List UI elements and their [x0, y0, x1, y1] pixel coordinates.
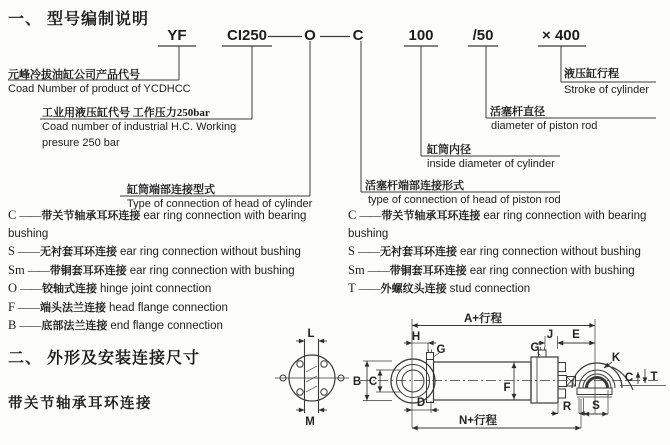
legend-item [348, 280, 670, 299]
dim-G-right: G [530, 342, 540, 354]
legend-code: Sm [348, 262, 365, 277]
callout-bore-en: inside diameter of cylinder [427, 158, 555, 170]
dim-T: T [650, 371, 658, 383]
model-code-rod-dia: /50 [472, 27, 494, 44]
dimension-lines [363, 326, 645, 429]
side-view [360, 319, 666, 428]
callout-rod-dia-cn: 活塞杆直径 [490, 106, 545, 118]
callout-industrial-cn: 工业用液压缸代号 工作压力250bar [42, 107, 210, 119]
legend-code: S [348, 244, 355, 258]
legend-dash: —— [17, 301, 39, 314]
callout-rod-dia-en: diameter of piston rod [491, 120, 598, 132]
legend-item [348, 243, 670, 262]
legend-code: Sm [8, 262, 25, 277]
legend-cn: 带铜套耳环连接 [389, 264, 467, 277]
model-code-stroke: × 400 [542, 27, 580, 44]
legend-cn: 外螺纹头连接 [380, 283, 447, 295]
dim-C-right: C [624, 372, 634, 384]
model-code-series: CI250 [226, 27, 268, 44]
callout-rod-head-cn: 活塞杆端部连接形式 [365, 180, 464, 192]
section2-subtitle: 带关节轴承耳环连接 [8, 396, 152, 412]
legend-dash: —— [17, 246, 39, 258]
dim-R: R [562, 401, 572, 413]
legend-cylinder-head [8, 207, 346, 336]
section2-title: 二、 外形及安装连接尺寸 [8, 350, 201, 367]
model-code-cyl-conn: O [304, 27, 316, 44]
legend-cn: 底部法兰连接 [41, 320, 108, 332]
legend-en: hinge joint connection [100, 283, 212, 295]
legend-en: head flange connection [108, 301, 228, 314]
callout-product-cn: 元峰冷拔油缸公司产品代号 [8, 69, 140, 81]
dim-J: J [546, 329, 554, 341]
legend-cn: 无衬套耳环连接 [39, 246, 117, 258]
dim-H: H [411, 331, 421, 343]
dim-E: E [572, 329, 580, 341]
dim-M: M [305, 416, 315, 428]
callout-cyl-head-en: Type of connection of head of cylinder [127, 198, 313, 210]
section1-title: 一、 型号编制说明 [8, 11, 150, 28]
legend-code: B [8, 318, 17, 332]
legend-cn: 带铜套耳环连接 [49, 264, 127, 277]
dim-A-stroke: A+行程 [463, 313, 503, 325]
model-code-bore: 100 [408, 27, 434, 44]
legend-dash: —— [357, 246, 379, 258]
callout-bore-cn: 缸筒内径 [427, 144, 471, 156]
legend-code: T [348, 281, 356, 295]
dimension-labels [305, 311, 657, 428]
legend-code: O [8, 281, 18, 295]
legend-item [8, 262, 346, 281]
legend-dash: —— [19, 210, 41, 222]
legend-item [8, 280, 346, 299]
legend-code: S [8, 244, 15, 258]
model-code-yf: YF [167, 27, 187, 44]
legend-item [8, 243, 346, 262]
legend-en: ear ring connection without bushing [459, 246, 641, 258]
legend-dash: —— [367, 264, 389, 277]
callout-stroke-cn: 液压缸行程 [564, 68, 619, 80]
legend-en: ear ring connection with bushing [129, 264, 295, 277]
legend-en: ear ring connection with bushing [469, 264, 635, 277]
callout-cyl-head-cn: 缸筒端部连接型式 [127, 184, 215, 196]
legend-cn: 带关节轴承耳环连接 [381, 210, 481, 222]
legend-dash: —— [359, 210, 381, 222]
dim-S: S [592, 400, 600, 412]
dim-D: D [416, 397, 426, 409]
legend-dash: —— [27, 264, 49, 277]
legend-code: C [348, 208, 357, 222]
legend-item [8, 317, 346, 336]
legend-item [8, 207, 346, 243]
dim-N-stroke: N+行程 [458, 415, 498, 427]
legend-cn: 无衬套耳环连接 [379, 246, 457, 258]
callout-industrial-en2: presure 250 bar [42, 137, 120, 149]
legend-en: ear ring connection without bushing [119, 246, 301, 258]
legend-en: stud connection [449, 283, 531, 295]
legend-dash: —— [358, 283, 380, 295]
legend-piston-rod-head [348, 207, 670, 299]
callout-industrial-en1: Coad number of industrial H.C. Working [42, 121, 237, 133]
callout-product-en: Coad Number of product of YCDHCC [8, 83, 191, 95]
dim-K: K [611, 352, 621, 364]
legend-item [8, 299, 346, 318]
dim-B: B [352, 376, 362, 388]
legend-cn: 带关节轴承耳环连接 [41, 210, 141, 222]
callout-stroke-en: Stroke of cylinder [564, 84, 649, 96]
dim-G-left: G [436, 344, 446, 356]
dim-L: L [307, 328, 315, 340]
legend-cn: 铰轴式连接 [42, 283, 98, 295]
legend-cn: 端头法兰连接 [39, 301, 106, 314]
callout-rod-head-en: type of connection of head of piston rod [368, 194, 561, 206]
model-code-rod-conn: C [352, 27, 364, 44]
legend-dash: —— [19, 320, 41, 332]
legend-en: end flange connection [110, 320, 223, 332]
legend-item [348, 207, 670, 243]
legend-dash: —— [20, 283, 42, 295]
legend-code: C [8, 208, 17, 222]
legend-en: ear ring connection with bearing bushing [348, 210, 647, 240]
legend-en: ear ring connection with bearing bushing [8, 210, 307, 240]
legend-code: F [8, 299, 15, 314]
end-view [275, 339, 349, 413]
dim-F: F [503, 382, 511, 394]
legend-item [348, 262, 670, 281]
dim-C-left: C [368, 376, 378, 388]
